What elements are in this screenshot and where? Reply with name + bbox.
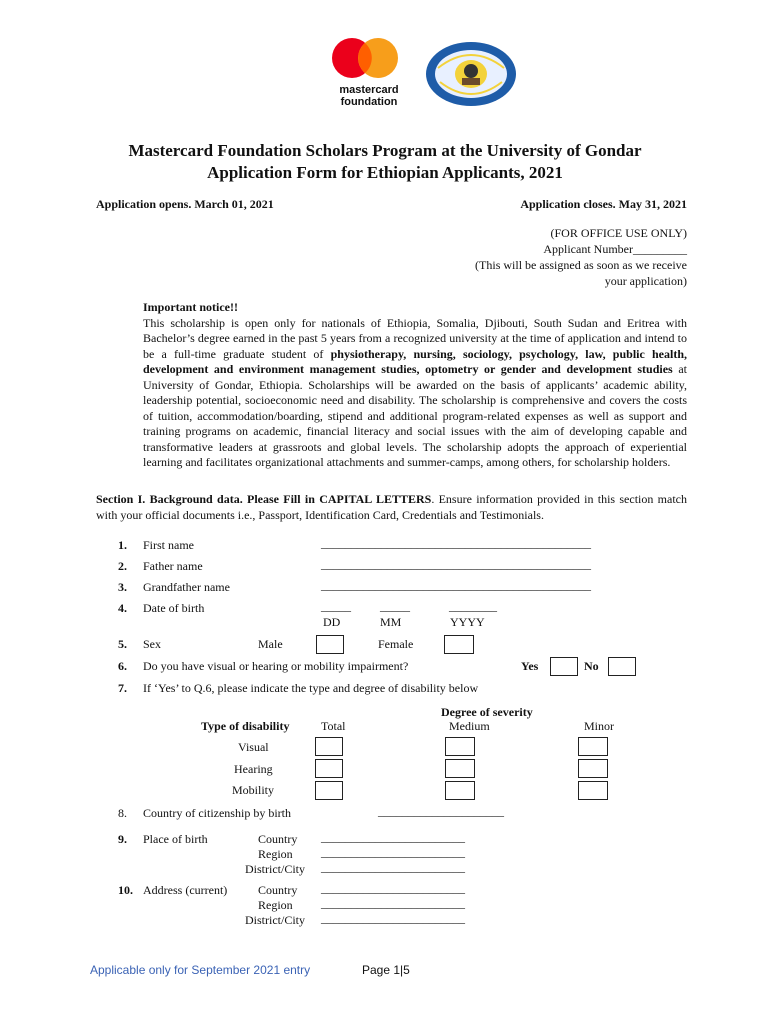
q9-number: 9. (118, 832, 127, 846)
application-closes-date: Application closes. May 31, 2021 (520, 197, 687, 211)
notice-heading: Important notice!! (143, 300, 238, 314)
pob-country-field[interactable]: ________________________ (321, 830, 465, 844)
q3-number: 3. (118, 580, 127, 594)
mobility-minor-checkbox[interactable] (578, 781, 608, 800)
impairment-no-checkbox[interactable] (608, 657, 636, 676)
hearing-label: Hearing (234, 762, 273, 776)
addr-country-field[interactable]: ________________________ (321, 881, 465, 895)
degree-of-severity-heading: Degree of severity (441, 705, 533, 719)
first-name-label: First name (143, 538, 194, 552)
male-checkbox[interactable] (316, 635, 344, 654)
office-use-block: (FOR OFFICE USE ONLY) Applicant Number_________ (This will be assigned as soon as we receive your application) (475, 226, 687, 288)
impairment-yes-checkbox[interactable] (550, 657, 578, 676)
pob-region-field[interactable]: ________________________ (321, 845, 465, 859)
current-address-label: Address (current) (143, 883, 228, 897)
female-checkbox[interactable] (444, 635, 474, 654)
hearing-minor-checkbox[interactable] (578, 759, 608, 778)
visual-label: Visual (238, 740, 269, 754)
application-opens-date: Application opens. March 01, 2021 (96, 197, 274, 211)
mobility-total-checkbox[interactable] (315, 781, 343, 800)
country-of-citizenship-field[interactable]: _____________________ (378, 804, 504, 818)
father-name-label: Father name (143, 559, 203, 573)
q6-number: 6. (118, 659, 127, 673)
mastercard-circles-icon (328, 36, 408, 82)
section-1-intro: Section I. Background data. Please Fill in CAPITAL LETTERS. Ensure information provided in this section match with your official documents i.e., Passport, Identification Card, Credentials and Testimonials. (96, 492, 687, 522)
pob-district-label: District/City (245, 862, 305, 876)
mastercard-foundation-logo (328, 36, 408, 110)
female-label: Female (378, 637, 414, 651)
dob-month-field[interactable]: _____ (380, 599, 410, 613)
yes-label: Yes (521, 659, 539, 673)
hearing-total-checkbox[interactable] (315, 759, 343, 778)
q2-number: 2. (118, 559, 127, 573)
medium-heading: Medium (449, 719, 490, 733)
grandfather-name-field[interactable]: _____________________________________________ (321, 578, 591, 592)
mm-label: MM (380, 615, 402, 629)
type-of-disability-heading: Type of disability (201, 719, 290, 733)
yyyy-label: YYYY (450, 615, 485, 629)
university-of-gondar-seal (424, 40, 518, 108)
minor-heading: Minor (584, 719, 614, 733)
disability-instruction: If ‘Yes’ to Q.6, please indicate the type and degree of disability below (143, 681, 479, 695)
mastercard-wordmark: mastercard foundation (339, 84, 399, 108)
impairment-question: Do you have visual or hearing or mobility impairment? (143, 659, 409, 673)
q1-number: 1. (118, 538, 127, 552)
q8-number: 8. (118, 806, 127, 820)
visual-minor-checkbox[interactable] (578, 737, 608, 756)
date-of-birth-label: Date of birth (143, 601, 205, 615)
visual-total-checkbox[interactable] (315, 737, 343, 756)
q10-number: 10. (118, 883, 133, 897)
dob-day-field[interactable]: _____ (321, 599, 351, 613)
q4-number: 4. (118, 601, 127, 615)
q7-number: 7. (118, 681, 127, 695)
grandfather-name-label: Grandfather name (143, 580, 230, 594)
pob-district-field[interactable]: ________________________ (321, 860, 465, 874)
male-label: Male (258, 637, 283, 651)
pob-country-label: Country (258, 832, 298, 846)
addr-district-label: District/City (245, 913, 305, 927)
first-name-field[interactable]: _____________________________________________ (321, 536, 591, 550)
sex-label: Sex (143, 637, 161, 651)
pob-region-label: Region (258, 847, 293, 861)
important-notice (143, 300, 687, 471)
q5-number: 5. (118, 637, 127, 651)
visual-medium-checkbox[interactable] (445, 737, 475, 756)
notice-body: This scholarship is open only for nationals of Ethiopia, Somalia, Djibouti, South Sudan and Eritrea with Bachelor’s degree earned in the past 5 years from a recognized university at the time of application and intend to be a full-time graduate student of physiotherapy, nursing, sociology, psychology, law, public health, development and environment management studies, optometry or gender and development studies at University of Gondar, Ethiopia. Scholarships will be awarded on the basis of applicants’ academic ability, leadership potential, socioeconomic need and disability. The scholarship is comprehensive and covers the costs of tuition, accommodation/boarding, stipend and additional program-related expenses as well as support and training programs on academic, financial literacy and social issues with the aim of developing capable and transformative leaders at grassroots and global levels. The scholarship adopts the approach of experiential learning and facilitates organizational attachments and summer-camps, among others, for scholarship holders. (143, 315, 687, 469)
addr-district-field[interactable]: ________________________ (321, 911, 465, 925)
country-of-citizenship-label: Country of citizenship by birth (143, 806, 291, 820)
logos (328, 36, 518, 116)
dd-label: DD (323, 615, 341, 629)
dob-year-field[interactable]: ________ (449, 599, 497, 613)
page-title: Mastercard Foundation Scholars Program at the University of Gondar Application Form for Ethiopian Applicants, 2021 (128, 141, 642, 182)
footer-page-number: Page 1|5 (362, 963, 410, 977)
total-heading: Total (321, 719, 346, 733)
hearing-medium-checkbox[interactable] (445, 759, 475, 778)
addr-region-label: Region (258, 898, 293, 912)
addr-region-field[interactable]: ________________________ (321, 896, 465, 910)
father-name-field[interactable]: _____________________________________________ (321, 557, 591, 571)
no-label: No (584, 659, 599, 673)
footer-entry-note: Applicable only for September 2021 entry (90, 963, 311, 977)
mobility-medium-checkbox[interactable] (445, 781, 475, 800)
addr-country-label: Country (258, 883, 298, 897)
mobility-label: Mobility (232, 783, 275, 797)
place-of-birth-label: Place of birth (143, 832, 208, 846)
